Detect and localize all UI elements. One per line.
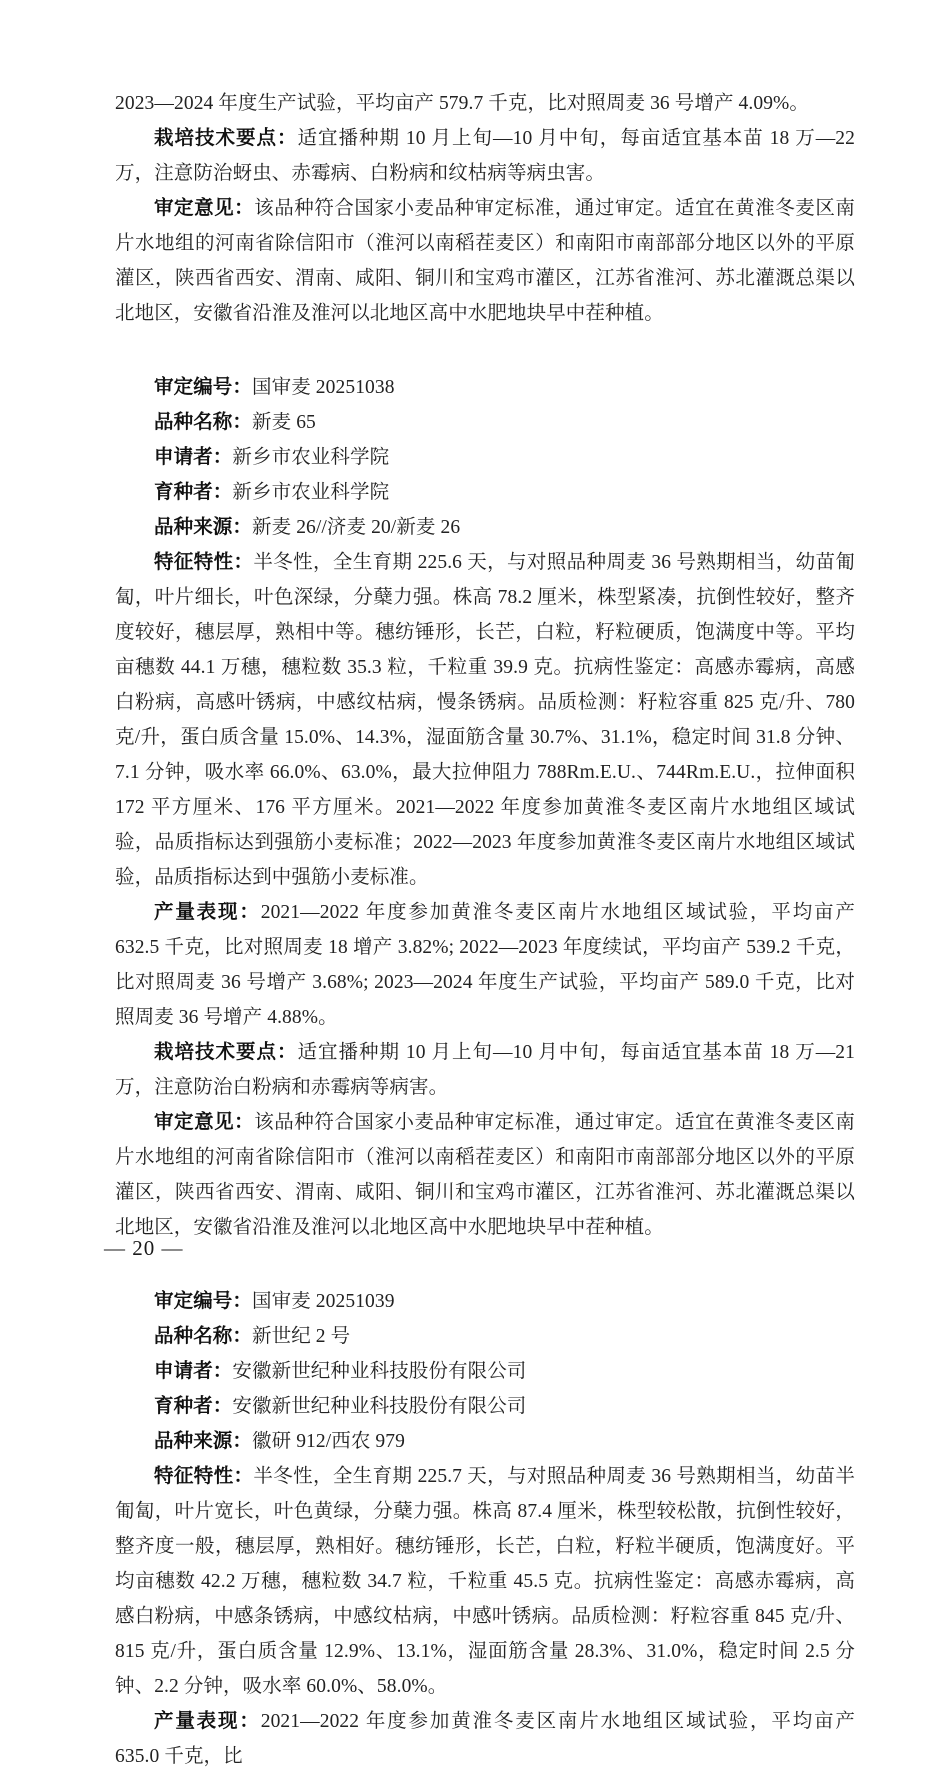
traits-label: 特征特性： [154,552,254,573]
registration-number-label: 审定编号： [154,377,253,398]
entry-1039-breeder [115,1389,855,1424]
entry-1039-applicant [115,1354,855,1389]
variety-name-label: 品种名称： [154,412,253,433]
breeder-value: 安徽新世纪种业科技股份有限公司 [232,1396,527,1417]
traits-label: 特征特性： [154,1466,254,1487]
prev-entry-yield-tail: 2023—2024 年度生产试验，平均亩产 579.7 千克，比对照周麦 36 号增产 4.09%。 [115,93,809,114]
cultivation-label: 栽培技术要点： [154,128,298,149]
registration-number-value: 国审麦 20251038 [252,377,395,398]
opinion-label: 审定意见： [154,198,255,219]
yield-label: 产量表现： [154,1711,261,1732]
entry-1039-yield-paragraph [115,1704,855,1774]
variety-source-label: 品种来源： [154,517,253,538]
entry-separator [115,1245,855,1284]
entry-1038-applicant [115,440,855,475]
entry-1038-traits-paragraph [115,545,855,895]
prev-entry-cultivation-paragraph [115,121,855,191]
entry-1038-yield-paragraph [115,895,855,1035]
variety-source-label: 品种来源： [154,1431,253,1452]
breeder-label: 育种者： [154,482,233,503]
variety-name-value: 新麦 65 [252,412,316,433]
entry-1039-registration-number [115,1284,855,1319]
page-content [115,86,855,1774]
opinion-text: 该品种符合国家小麦品种审定标准，通过审定。适宜在黄淮冬麦区南片水地组的河南省除信阳市（淮河以南稻茬麦区）和南阳市南部部分地区以外的平原灌区，陕西省西安、渭南、咸阳、铜川和宝鸡市灌区，江苏省淮河、苏北灌溉总渠以北地区，安徽省沿淮及淮河以北地区高中水肥地块早中茬种植。 [115,1112,855,1238]
registration-number-label: 审定编号： [154,1291,253,1312]
traits-text: 半冬性，全生育期 225.6 天，与对照品种周麦 36 号熟期相当，幼苗匍匐，叶片细长，叶色深绿，分蘖力强。株高 78.2 厘米，株型紧凑，抗倒性较好，整齐度较好，穗层厚，熟相中等。穗纺锤形，长芒，白粒，籽粒硬质，饱满度中等。平均亩穗数 44.1 万穗，穗粒数 35.3 粒，千粒重 39.9 克。抗病性鉴定：高感赤霉病，高感白粉病，高感叶锈病，中感纹枯病，慢条锈病。品质检测：籽粒容重 825 克/升、780 克/升，蛋白质含量 15.0%、14.3%，湿面筋含量 30.7%、31.1%，稳定时间 31.8 分钟、7.1 分钟，吸水率 66.0%、63.0%，最大拉伸阻力 788Rm.E.U.、744Rm.E.U.，拉伸面积 172 平方厘米、176 平方厘米。2021—2022 年度参加黄淮冬麦区南片水地组区域试验，品质指标达到强筋小麦标准；2022—2023 年度参加黄淮冬麦区南片水地组区域试验，品质指标达到中强筋小麦标准。 [115,552,855,888]
cultivation-label: 栽培技术要点： [154,1042,298,1063]
entry-1039-variety-name [115,1319,855,1354]
prev-entry-opinion-paragraph [115,191,855,331]
variety-name-label: 品种名称： [154,1326,253,1347]
entry-1038-variety-name [115,405,855,440]
entry-1039-variety-source [115,1424,855,1459]
opinion-label: 审定意见： [154,1112,255,1133]
entry-1038-registration-number [115,370,855,405]
page-number: — 20 — [104,1236,184,1260]
entry-1038-opinion-paragraph [115,1105,855,1245]
yield-label: 产量表现： [154,902,261,923]
entry-separator [115,331,855,370]
entry-1038-breeder [115,475,855,510]
opinion-text: 该品种符合国家小麦品种审定标准，通过审定。适宜在黄淮冬麦区南片水地组的河南省除信阳市（淮河以南稻茬麦区）和南阳市南部部分地区以外的平原灌区，陕西省西安、渭南、咸阳、铜川和宝鸡市灌区，江苏省淮河、苏北灌溉总渠以北地区，安徽省沿淮及淮河以北地区高中水肥地块早中茬种植。 [115,198,855,324]
registration-number-value: 国审麦 20251039 [252,1291,395,1312]
yield-text: 2021—2022 年度参加黄淮冬麦区南片水地组区域试验，平均亩产 635.0 千克，比 [115,1711,855,1767]
variety-source-value: 徽研 912/西农 979 [252,1431,405,1452]
yield-text: 2021—2022 年度参加黄淮冬麦区南片水地组区域试验，平均亩产 632.5 千克，比对照周麦 18 增产 3.82%; 2022—2023 年度续试，平均亩产 539.2 千克，比对照周麦 36 号增产 3.68%; 2023—2024 年度生产试验，平均亩产 589.0 千克，比对照周麦 36 号增产 4.88%。 [115,902,855,1028]
variety-name-value: 新世纪 2 号 [252,1326,351,1347]
breeder-label: 育种者： [154,1396,233,1417]
applicant-value: 安徽新世纪种业科技股份有限公司 [232,1361,527,1382]
applicant-label: 申请者： [154,1361,233,1382]
cultivation-text: 适宜播种期 10 月上旬—10 月中旬，每亩适宜基本苗 18 万—21 万，注意防治白粉病和赤霉病等病害。 [115,1042,856,1098]
breeder-value: 新乡市农业科学院 [232,482,390,503]
applicant-value: 新乡市农业科学院 [232,447,390,468]
traits-text: 半冬性，全生育期 225.7 天，与对照品种周麦 36 号熟期相当，幼苗半匍匐，叶片宽长，叶色黄绿，分蘖力强。株高 87.4 厘米，株型较松散，抗倒性较好，整齐度一般，穗层厚，熟相好。穗纺锤形，长芒，白粒，籽粒半硬质，饱满度好。平均亩穗数 42.2 万穗，穗粒数 34.7 粒，千粒重 45.5 克。抗病性鉴定：高感赤霉病，高感白粉病，中感条锈病，中感纹枯病，中感叶锈病。品质检测：籽粒容重 845 克/升、815 克/升，蛋白质含量 12.9%、13.1%，湿面筋含量 28.3%、31.0%，稳定时间 2.5 分钟、2.2 分钟，吸水率 60.0%、58.0%。 [115,1466,855,1697]
applicant-label: 申请者： [154,447,233,468]
entry-1038-cultivation-paragraph [115,1035,855,1105]
entry-1038-variety-source [115,510,855,545]
cultivation-text: 适宜播种期 10 月上旬—10 月中旬，每亩适宜基本苗 18 万—22 万，注意防治蚜虫、赤霉病、白粉病和纹枯病等病虫害。 [115,128,856,184]
variety-source-value: 新麦 26//济麦 20/新麦 26 [252,517,461,538]
entry-1039-traits-paragraph [115,1459,855,1704]
